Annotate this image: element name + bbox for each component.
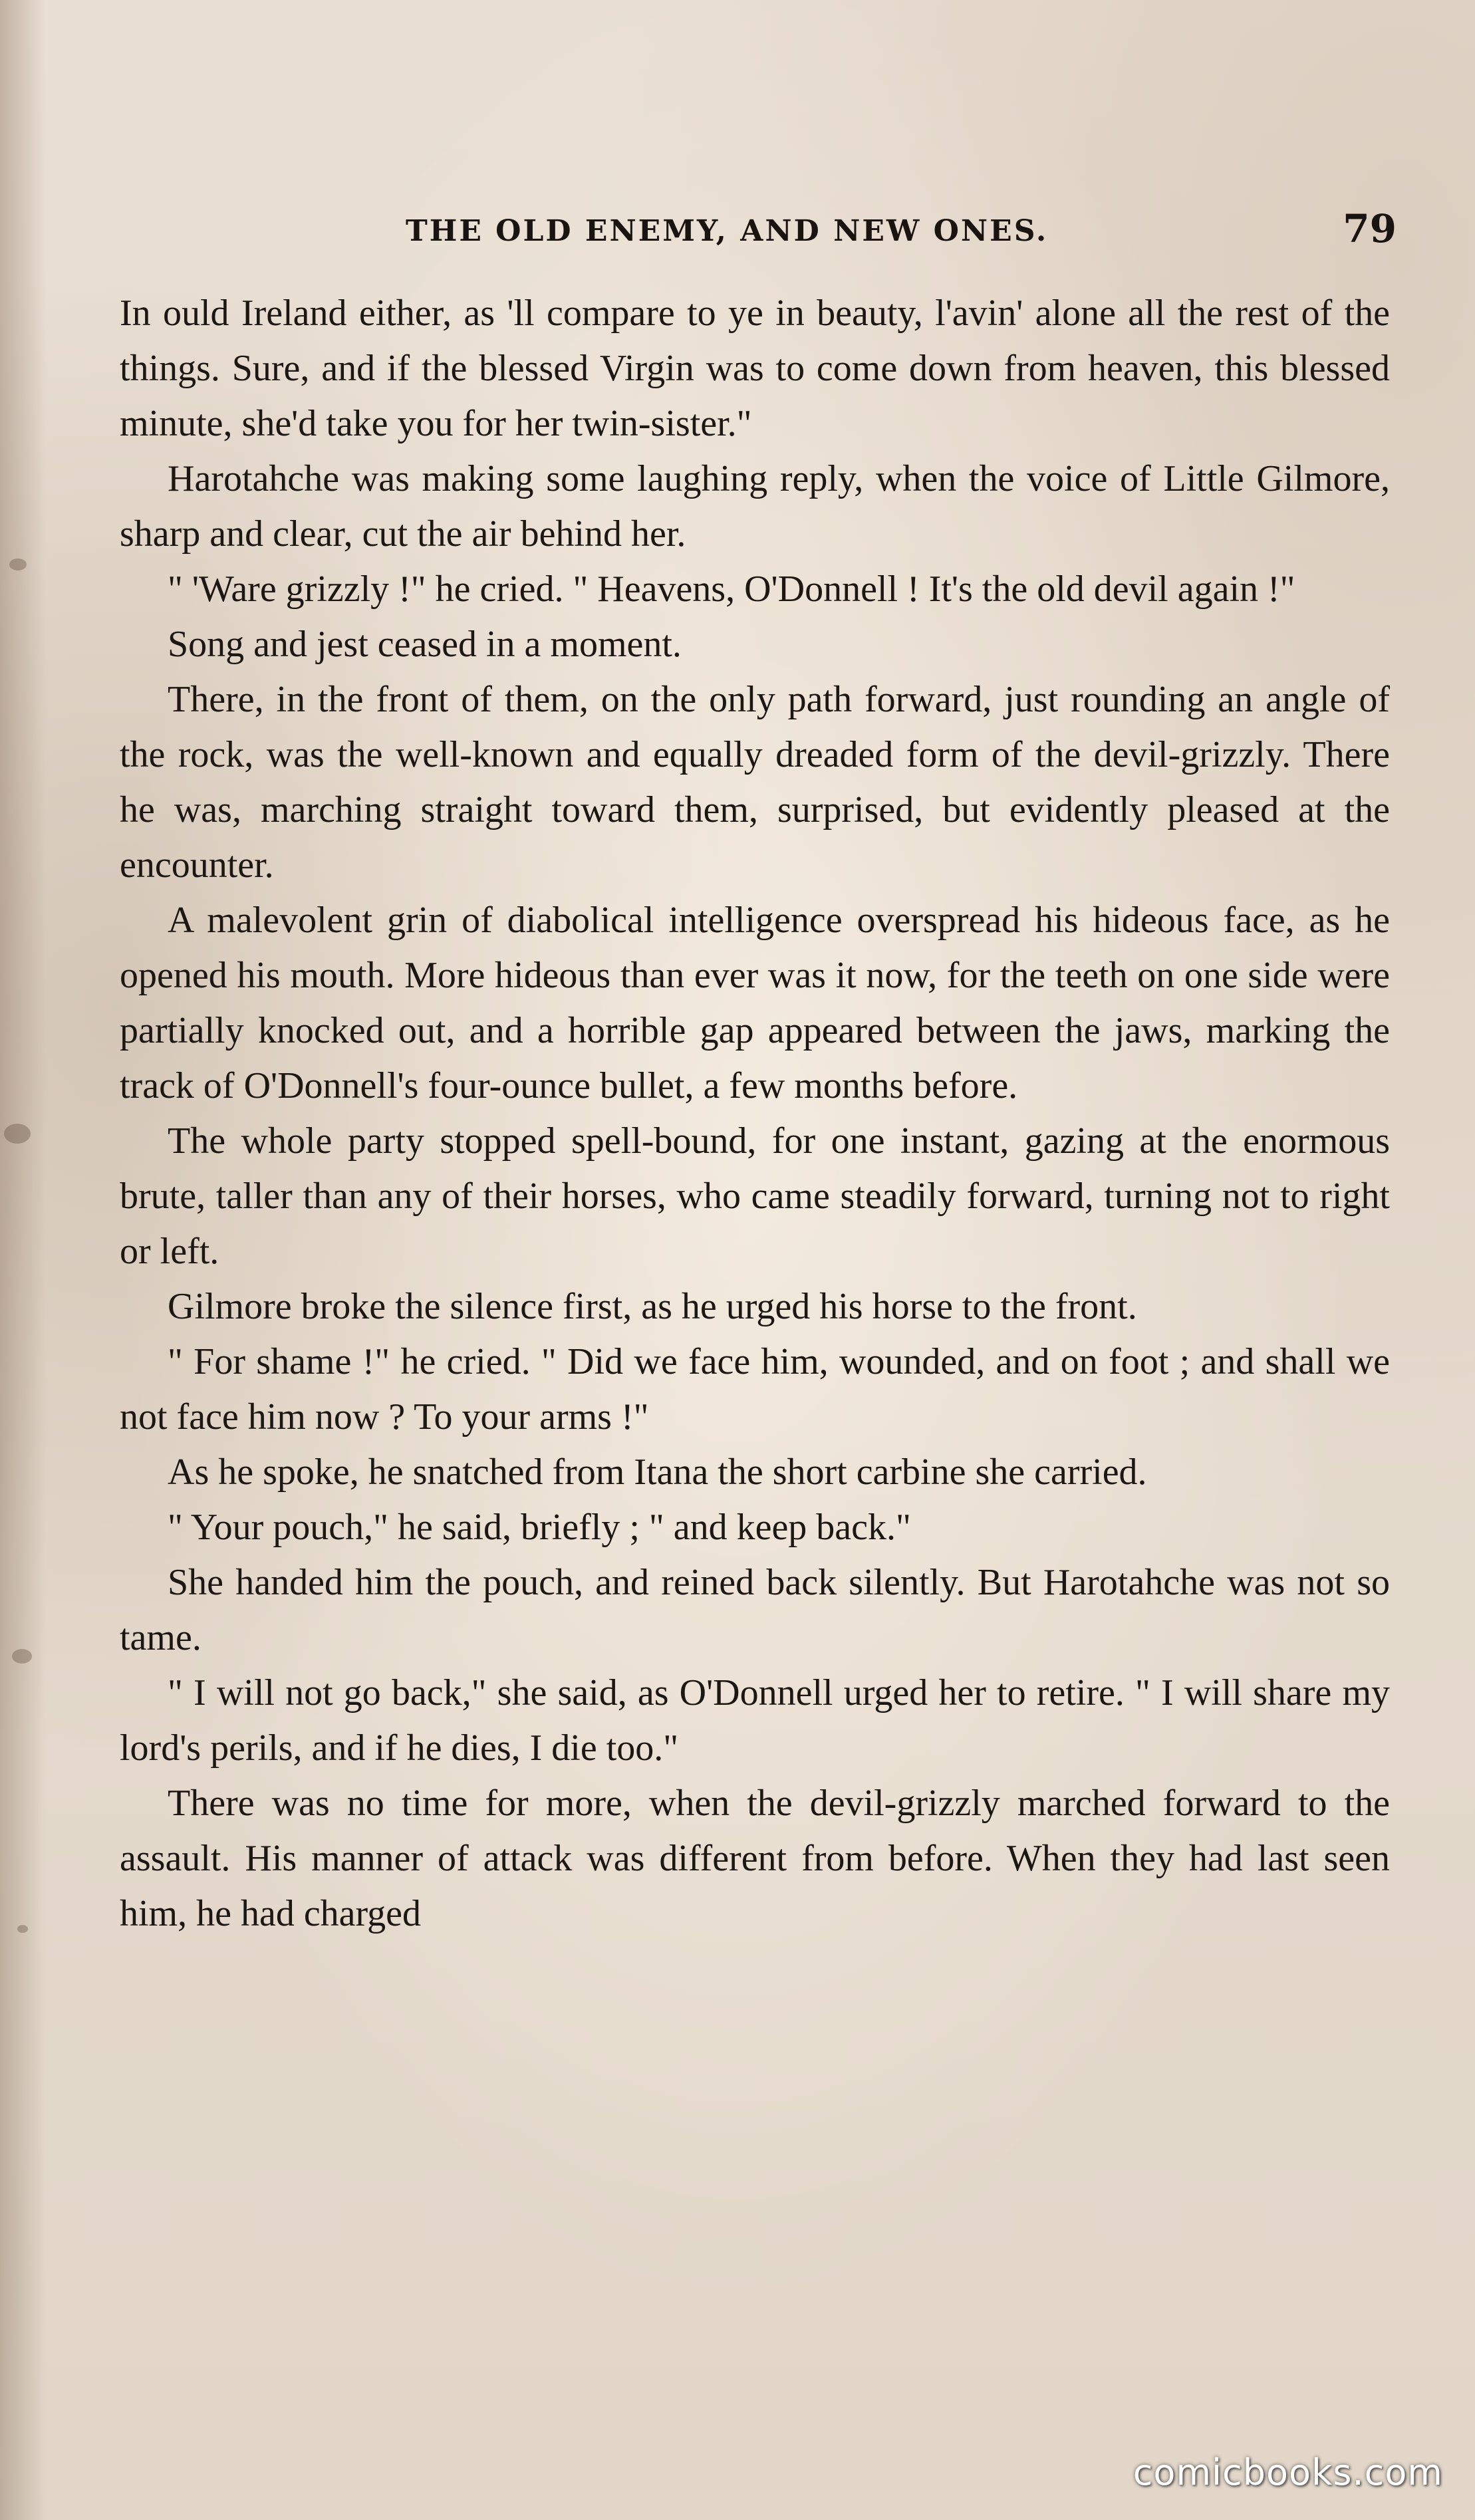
page-body-text bbox=[120, 286, 1390, 1942]
watermark: comicbooks.com bbox=[1133, 2452, 1443, 2493]
paragraph: She handed him the pouch, and reined back silently. But Harotahche was not so tame. bbox=[120, 1562, 1390, 1658]
paragraph: The whole party stopped spell-bound, for one instant, gazing at the enormous brute, taller than any of their horses, who came steadily forward, turning not to right or left. bbox=[120, 1120, 1390, 1272]
paragraph: " I will not go back," she said, as O'Donnell urged her to retire. " I will share my lord's perils, and if he dies, I die too." bbox=[120, 1672, 1390, 1769]
paragraph: In ould Ireland either, as 'll compare to ye in beauty, l'avin' alone all the rest of the things. Sure, and if the blessed Virgin was to come down from heaven, this blessed minute, she'd take you for her twin-sister." bbox=[120, 293, 1390, 444]
page-number: 79 bbox=[1343, 206, 1397, 251]
paragraph: A malevolent grin of diabolical intelligence overspread his hideous face, as he opened his mouth. More hideous than ever was it now, for the teeth on one side were partially knocked out, and a horrible gap appeared between the jaws, marking the track of O'Donnell's four-ounce bullet, a few months before. bbox=[120, 900, 1390, 1106]
page-header bbox=[106, 199, 1397, 259]
paper-stain bbox=[17, 1925, 28, 1933]
paragraph: There, in the front of them, on the only path forward, just rounding an angle of the rock, was the well-known and equally dreaded form of the devil-grizzly. There he was, marching straight toward them, surprised, but evidently pleased at the encounter. bbox=[120, 679, 1390, 886]
paragraph: Song and jest ceased in a moment. bbox=[168, 624, 682, 665]
paragraph: As he spoke, he snatched from Itana the short carbine she carried. bbox=[168, 1451, 1147, 1493]
paper-stain bbox=[4, 1124, 31, 1144]
paragraph: " Your pouch," he said, briefly ; " and keep back." bbox=[168, 1507, 911, 1548]
paragraph: Harotahche was making some laughing reply, when the voice of Little Gilmore, sharp and clear, cut the air behind her. bbox=[120, 458, 1390, 555]
paragraph: Gilmore broke the silence first, as he urged his horse to the front. bbox=[168, 1286, 1137, 1327]
paragraph: " 'Ware grizzly !" he cried. " Heavens, O'Donnell ! It's the old devil again !" bbox=[168, 568, 1295, 610]
running-head: THE OLD ENEMY, AND NEW ONES. bbox=[406, 214, 1049, 248]
page-edge-shadow bbox=[0, 0, 47, 2520]
paragraph: There was no time for more, when the devil-grizzly marched forward to the assault. His manner of attack was different from before. When they had last seen him, he had charged bbox=[120, 1783, 1390, 1934]
paper-stain bbox=[12, 1649, 32, 1664]
paragraph: " For shame !" he cried. " Did we face him, wounded, and on foot ; and shall we not face him now ? To your arms !" bbox=[120, 1341, 1390, 1438]
paper-stain bbox=[9, 559, 27, 570]
